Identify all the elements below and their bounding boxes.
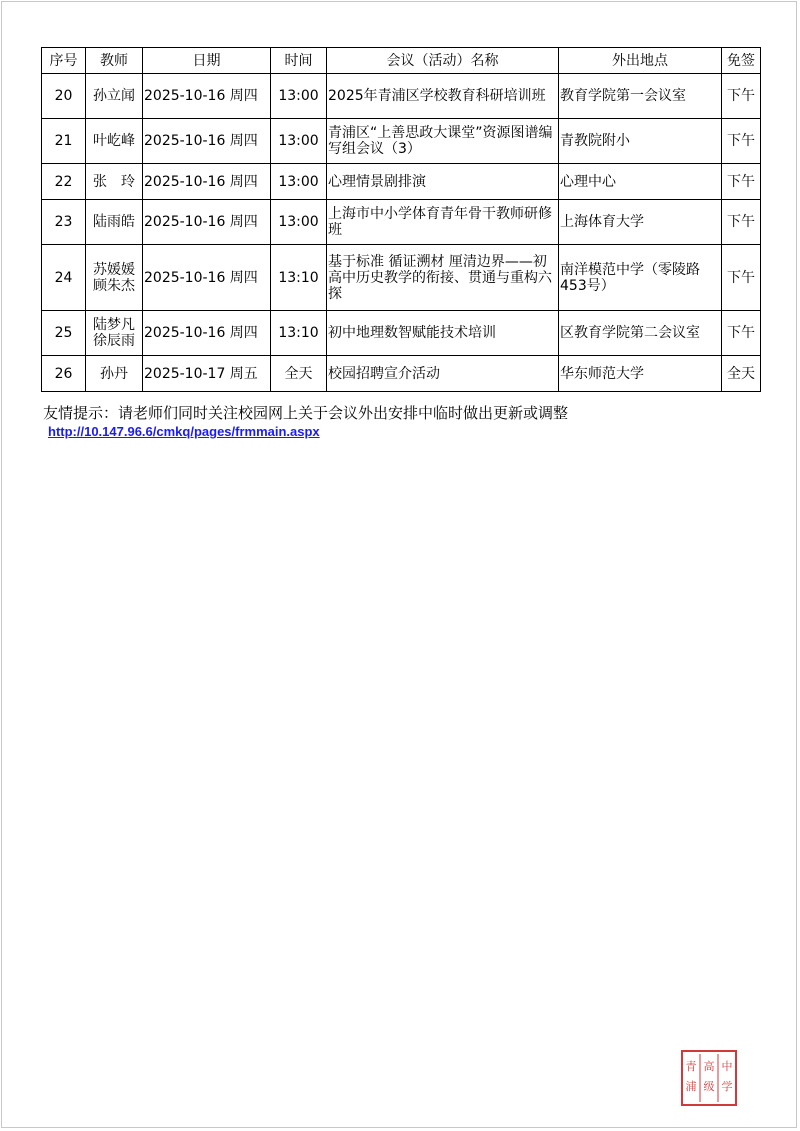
row-time: 13:00 bbox=[271, 74, 327, 119]
row-teacher: 张 玲 bbox=[86, 164, 143, 200]
table-row bbox=[42, 119, 761, 164]
row-number: 22 bbox=[42, 164, 86, 200]
row-location: 上海体育大学 bbox=[559, 200, 722, 245]
row-exempt: 下午 bbox=[722, 311, 761, 356]
row-meeting-name: 青浦区“上善思政大课堂”资源图谱编写组会议（3） bbox=[327, 119, 559, 164]
row-exempt: 下午 bbox=[722, 119, 761, 164]
header-time: 时间 bbox=[271, 48, 327, 74]
row-time: 13:10 bbox=[271, 311, 327, 356]
row-date: 2025-10-17 周五 bbox=[143, 356, 271, 392]
header-teacher: 教师 bbox=[86, 48, 143, 74]
row-teacher: 孙丹 bbox=[86, 356, 143, 392]
row-meeting-name: 校园招聘宣介活动 bbox=[327, 356, 559, 392]
row-exempt: 下午 bbox=[722, 74, 761, 119]
table-row bbox=[42, 245, 761, 311]
table-row bbox=[42, 356, 761, 392]
row-location: 青教院附小 bbox=[559, 119, 722, 164]
row-number: 25 bbox=[42, 311, 86, 356]
row-time: 13:10 bbox=[271, 245, 327, 311]
row-time: 13:00 bbox=[271, 200, 327, 245]
row-number: 20 bbox=[42, 74, 86, 119]
row-date: 2025-10-16 周四 bbox=[143, 200, 271, 245]
notice-text: 友情提示：请老师们同时关注校园网上关于会议外出安排中临时做出更新或调整 bbox=[43, 404, 569, 422]
meeting-schedule-table bbox=[41, 47, 761, 392]
row-number: 24 bbox=[42, 245, 86, 311]
row-date: 2025-10-16 周四 bbox=[143, 74, 271, 119]
row-exempt: 下午 bbox=[722, 200, 761, 245]
table-header-row bbox=[42, 48, 761, 74]
table-row bbox=[42, 74, 761, 119]
header-meeting-name: 会议（活动）名称 bbox=[327, 48, 559, 74]
row-time: 13:00 bbox=[271, 119, 327, 164]
row-number: 26 bbox=[42, 356, 86, 392]
school-seal-icon bbox=[681, 1050, 737, 1106]
row-exempt: 下午 bbox=[722, 164, 761, 200]
row-meeting-name: 基于标准 循证溯材 厘清边界——初高中历史教学的衔接、贯通与重构六探 bbox=[327, 245, 559, 311]
row-number: 23 bbox=[42, 200, 86, 245]
svg-text:高: 高 bbox=[703, 1060, 715, 1073]
row-location: 区教育学院第二会议室 bbox=[559, 311, 722, 356]
row-exempt: 全天 bbox=[722, 356, 761, 392]
row-date: 2025-10-16 周四 bbox=[143, 119, 271, 164]
row-location: 南洋模范中学（零陵路453号） bbox=[559, 245, 722, 311]
row-meeting-name: 心理情景剧排演 bbox=[327, 164, 559, 200]
row-teacher: 叶屹峰 bbox=[86, 119, 143, 164]
row-time: 全天 bbox=[271, 356, 327, 392]
row-teacher: 陆梦凡 徐辰雨 bbox=[86, 311, 143, 356]
row-date: 2025-10-16 周四 bbox=[143, 245, 271, 311]
row-location: 华东师范大学 bbox=[559, 356, 722, 392]
svg-text:学: 学 bbox=[721, 1080, 733, 1093]
row-number: 21 bbox=[42, 119, 86, 164]
table-row bbox=[42, 164, 761, 200]
table-row bbox=[42, 200, 761, 245]
row-date: 2025-10-16 周四 bbox=[143, 164, 271, 200]
row-teacher: 孙立闻 bbox=[86, 74, 143, 119]
table-row bbox=[42, 311, 761, 356]
header-number: 序号 bbox=[42, 48, 86, 74]
row-exempt: 下午 bbox=[722, 245, 761, 311]
svg-text:级: 级 bbox=[703, 1080, 715, 1093]
row-location: 心理中心 bbox=[559, 164, 722, 200]
campus-system-link[interactable]: http://10.147.96.6/cmkq/pages/frmmain.aspx bbox=[48, 424, 320, 439]
row-meeting-name: 初中地理数智赋能技术培训 bbox=[327, 311, 559, 356]
row-location: 教育学院第一会议室 bbox=[559, 74, 722, 119]
row-teacher: 苏媛媛 顾朱杰 bbox=[86, 245, 143, 311]
row-teacher: 陆雨皓 bbox=[86, 200, 143, 245]
row-meeting-name: 2025年青浦区学校教育科研培训班 bbox=[327, 74, 559, 119]
svg-text:青: 青 bbox=[685, 1060, 697, 1073]
row-meeting-name: 上海市中小学体育青年骨干教师研修班 bbox=[327, 200, 559, 245]
header-location: 外出地点 bbox=[559, 48, 722, 74]
row-time: 13:00 bbox=[271, 164, 327, 200]
header-date: 日期 bbox=[143, 48, 271, 74]
row-date: 2025-10-16 周四 bbox=[143, 311, 271, 356]
header-exempt: 免签 bbox=[722, 48, 761, 74]
svg-text:中: 中 bbox=[721, 1060, 733, 1073]
svg-text:浦: 浦 bbox=[685, 1080, 697, 1093]
